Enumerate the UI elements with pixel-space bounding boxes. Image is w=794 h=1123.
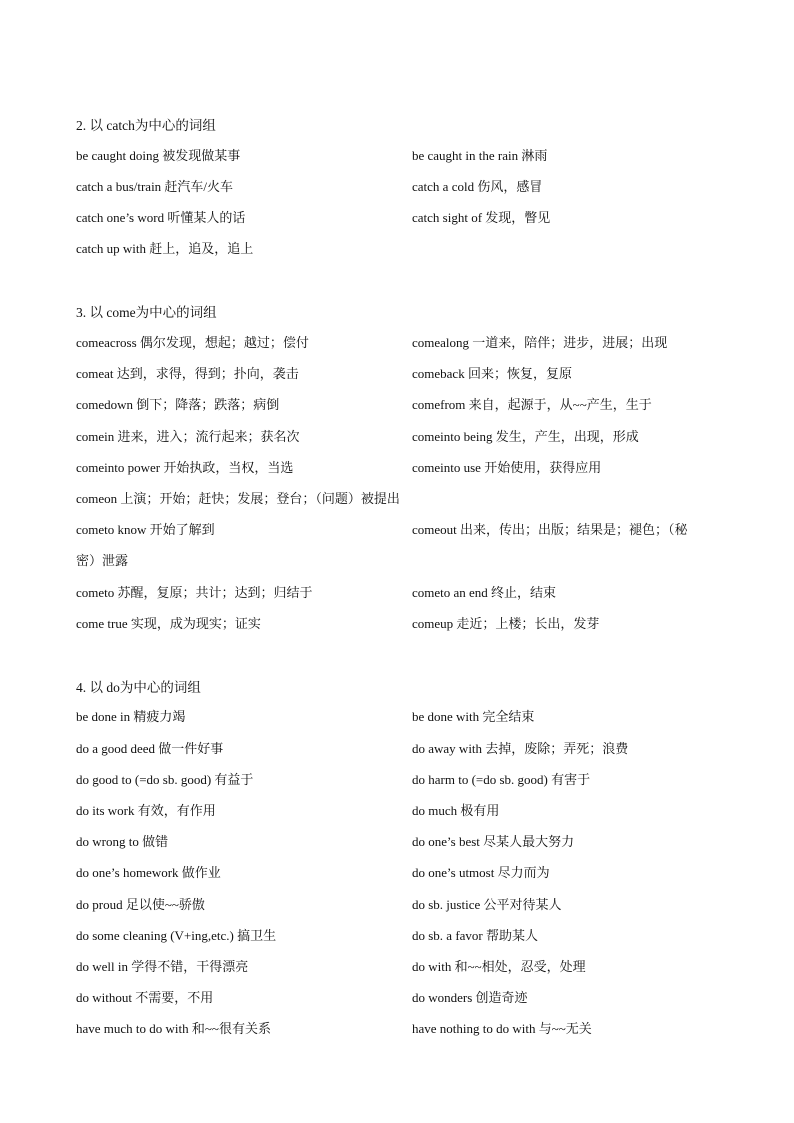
phrase-entry: do without 不需要，不用 [76,990,214,1005]
table-row [76,738,736,758]
phrase-entry: do wrong to 做错 [76,834,169,849]
section-heading-catch: 2. 以 catch为中心的词组 [76,118,216,133]
table-row [76,363,736,383]
table-row [76,488,736,508]
table-row [76,862,736,882]
table-row [76,831,736,851]
table-row [76,800,736,820]
phrase-entry: comeacross 偶尔发现，想起；越过；偿付 [76,335,309,350]
table-row [76,394,736,414]
table-row [76,769,736,789]
phrase-entry: comeout 出来，传出；出版；结果是；褪色；（秘 [412,522,688,537]
phrase-entry: be caught in the rain 淋雨 [412,148,548,163]
table-row [76,925,736,945]
phrase-entry: comeback 回来；恢复，复原 [412,366,572,381]
phrase-entry: do away with 去掉，废除；弄死；浪费 [412,741,629,756]
phrase-entry: catch sight of 发现，瞥见 [412,210,551,225]
phrase-entry: comeon 上演；开始；赶快；发展；登台；（问题）被提出 [76,491,400,506]
phrase-entry: comeat 达到，求得，得到；扑向，袭击 [76,366,299,381]
section-heading-do: 4. 以 do为中心的词组 [76,680,201,695]
phrase-entry: have nothing to do with 与~~无关 [412,1021,592,1036]
phrase-entry: comeinto power 开始执政，当权，当选 [76,460,294,475]
phrase-entry: do much 极有用 [412,803,500,818]
phrase-entry: do sb. a favor 帮助某人 [412,928,539,943]
phrase-entry: comeinto use 开始使用，获得应用 [412,460,602,475]
table-row [76,519,736,539]
phrase-entry: do wonders 创造奇迹 [412,990,528,1005]
phrase-entry: catch a cold 伤风，感冒 [412,179,543,194]
phrase-entry: do harm to (=do sb. good) 有害于 [412,772,591,787]
table-row-continuation [76,550,736,570]
phrase-entry: comeinto being 发生，产生，出现，形成 [412,429,639,444]
table-row [76,1018,736,1038]
phrase-entry-continuation: 密）泄露 [76,553,129,568]
phrase-entry: comefrom 来自，起源于，从~~产生，生于 [412,397,652,412]
phrase-entry: have much to do with 和~~很有关系 [76,1021,271,1036]
phrase-entry: do its work 有效，有作用 [76,803,216,818]
phrase-entry: comealong 一道来，陪伴；进步，进展；出现 [412,335,668,350]
phrase-entry: do with 和~~相处，忍受，处理 [412,959,586,974]
phrase-entry: comeup 走近；上楼；长出，发芽 [412,616,600,631]
table-row [76,582,736,602]
table-row [76,145,736,165]
table-row [76,426,736,446]
phrase-entry: catch a bus/train 赶汽车/火车 [76,179,234,194]
phrase-entry: cometo 苏醒，复原；共计；达到；归结于 [76,585,313,600]
table-row [76,987,736,1007]
phrase-entry: comedown 倒下；降落；跌落；病倒 [76,397,280,412]
phrase-entry: cometo know 开始了解到 [76,522,215,537]
phrase-entry: do one’s best 尽某人最大努力 [412,834,575,849]
table-row [76,238,736,258]
phrase-entry: do one’s utmost 尽力而为 [412,865,550,880]
table-row [76,332,736,352]
phrase-entry: do well in 学得不错，干得漂亮 [76,959,249,974]
phrase-entry: do sb. justice 公平对待某人 [412,897,562,912]
table-row [76,894,736,914]
section-heading-come: 3. 以 come为中心的词组 [76,305,217,320]
phrase-entry: comein 进来，进入；流行起来；获名次 [76,429,300,444]
phrase-entry: come true 实现，成为现实；证实 [76,616,261,631]
table-row [76,956,736,976]
phrase-entry: be caught doing 被发现做某事 [76,148,241,163]
phrase-entry: do proud 足以使~~骄傲 [76,897,205,912]
phrase-entry: do a good deed 做一件好事 [76,741,224,756]
phrase-entry: do good to (=do sb. good) 有益于 [76,772,254,787]
table-row [76,176,736,196]
table-row [76,457,736,477]
table-row [76,207,736,227]
phrase-entry: do one’s homework 做作业 [76,865,221,880]
phrase-entry: catch one’s word 听懂某人的话 [76,210,246,225]
phrase-entry: be done with 完全结束 [412,709,535,724]
table-row [76,706,736,726]
phrase-entry: be done in 精疲力竭 [76,709,186,724]
table-row [76,613,736,633]
phrase-entry: do some cleaning (V+ing,etc.) 搞卫生 [76,928,277,943]
phrase-entry: cometo an end 终止，结束 [412,585,557,600]
phrase-entry: catch up with 赶上，追及，追上 [76,241,254,256]
